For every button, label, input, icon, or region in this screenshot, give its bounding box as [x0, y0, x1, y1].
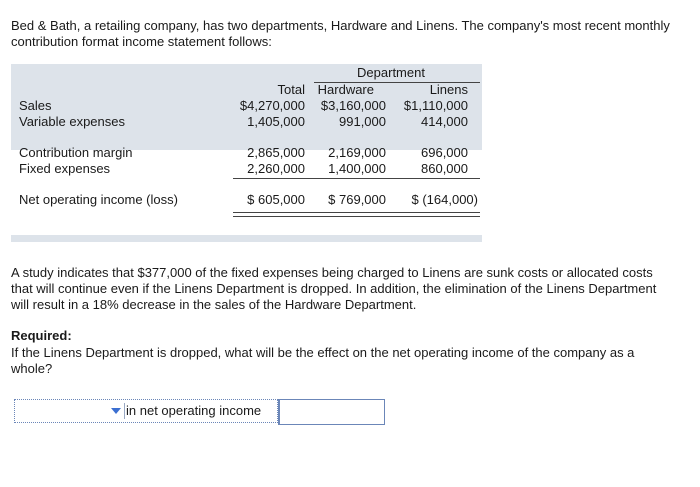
fixed-expenses-linens: 860,000 — [421, 161, 468, 176]
required-question: If the Linens Department is dropped, what will be the effect on the net operating income of the company as a whole? — [11, 345, 635, 376]
answer-row — [14, 399, 380, 423]
variable-expenses-linens: 414,000 — [421, 114, 468, 129]
column-header-total: Total — [277, 82, 305, 97]
variable-expenses-total: 1,405,000 — [247, 114, 305, 129]
row-label-variable-expenses: Variable expenses — [19, 114, 125, 129]
net-operating-income-total: $ 605,000 — [247, 192, 305, 207]
fixed-expenses-total: 2,260,000 — [247, 161, 305, 176]
dropdown-suffix-label: in net operating income — [126, 403, 262, 418]
column-header-linens: Linens — [429, 82, 468, 97]
dropdown-arrow-icon[interactable] — [108, 403, 125, 419]
total-double-rule-top — [233, 212, 480, 213]
amount-input[interactable] — [278, 399, 385, 425]
sales-hardware: $3,160,000 — [320, 98, 386, 113]
intro-paragraph: Bed & Bath, a retailing company, has two departments, Hardware and Linens. The company's most recent monthly contribution format income statement follows: — [11, 18, 670, 49]
contribution-margin-total: 2,865,000 — [247, 145, 305, 160]
department-header: Department — [357, 65, 425, 80]
study-paragraph: A study indicates that $377,000 of the fixed expenses being charged to Linens are sunk costs or allocated costs that will continue even if the Linens Department is dropped. In addition, the elimination of the Linens Department will result in a 18% decrease in the sales of the Hardware Department. — [11, 265, 657, 312]
net-operating-income-linens: $ (164,000) — [411, 192, 478, 207]
total-double-rule-bottom — [233, 216, 480, 217]
contribution-margin-hardware: 2,169,000 — [328, 145, 386, 160]
sales-linens: $1,110,000 — [403, 98, 468, 113]
net-operating-income-hardware: $ 769,000 — [328, 192, 386, 207]
required-label: Required: — [11, 328, 72, 343]
row-label-fixed-expenses: Fixed expenses — [19, 161, 111, 176]
effect-dropdown[interactable] — [14, 399, 278, 423]
column-header-hardware: Hardware — [317, 82, 374, 97]
table-footer-band — [11, 235, 482, 242]
fixed-expenses-hardware: 1,400,000 — [328, 161, 386, 176]
income-statement-table — [11, 64, 482, 242]
sales-total: $4,270,000 — [239, 98, 305, 113]
subtotal-rule — [233, 178, 480, 179]
variable-expenses-hardware: 991,000 — [339, 114, 386, 129]
row-label-contribution-margin: Contribution margin — [19, 145, 133, 160]
row-label-net-operating-income: Net operating income (loss) — [19, 192, 178, 207]
contribution-margin-linens: 696,000 — [421, 145, 468, 160]
row-label-sales: Sales — [19, 98, 52, 113]
